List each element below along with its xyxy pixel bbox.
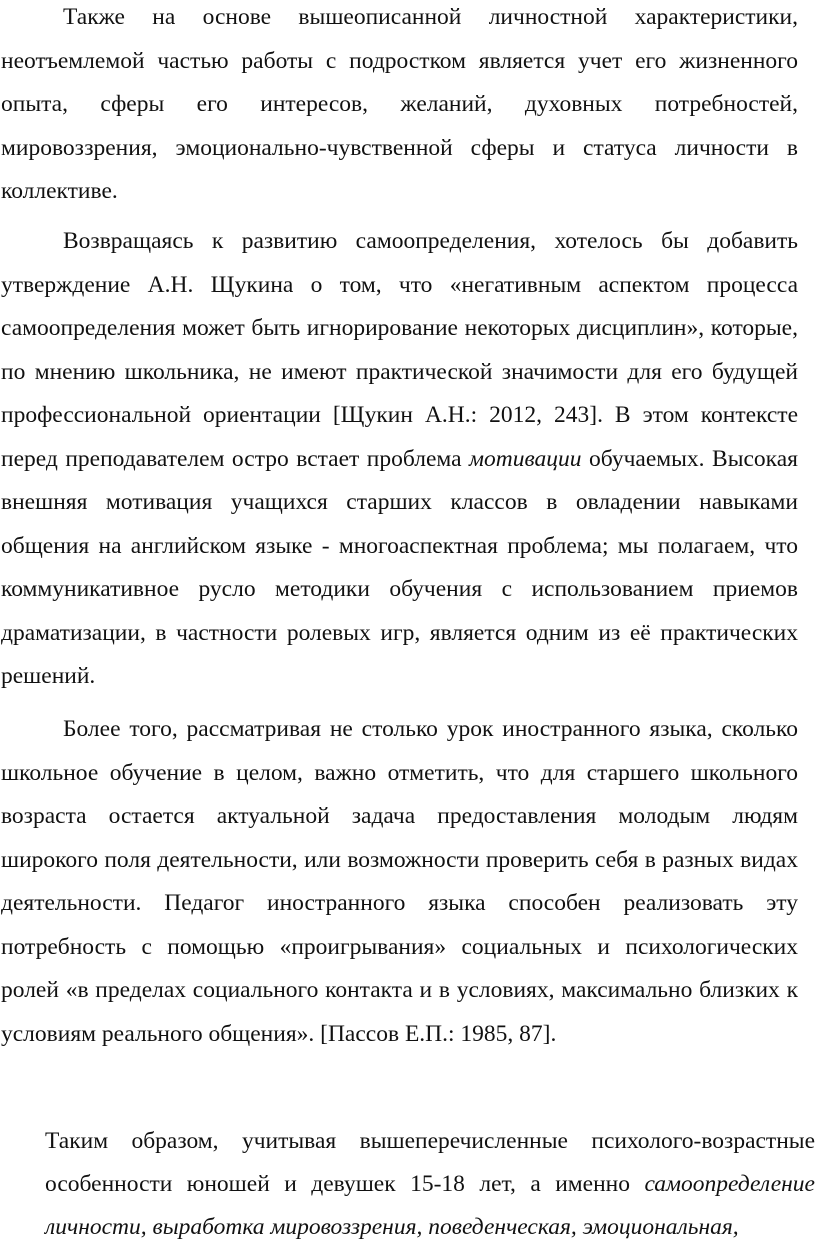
paragraph-2-italic-term: мотивации [469,445,582,472]
paragraph-2-text-before-italic: Возвращаясь к развитию самоопределения, хотелось бы добавить утверждение А.Н. Щукина о том, что «негативным аспектом процесса самоопределения может быть игнорирование некоторых дисциплин», которые, по мнению школьника, не имеют практической значимости для его будущей профессиональной ориентации [Щукин А.Н.: 2012, 243]. В этом контексте перед преподавателем остро встает проблема [1,228,798,472]
paragraph-2-text-after-italic: обучаемых. Высокая внешняя мотивация учащихся старших классов в овладении навыками общения на английском языке - многоаспектная проблема; мы полагаем, что коммуникативное русло методики обучения с использованием приемов драматизации, в частности ролевых игр, является одним из её практических решений. [1,445,798,689]
paragraph-4-italic-terms: самоопределение личности, выработка мировоззрения, поведенческая, эмоциональная, [45,1171,815,1240]
paragraph-1: Также на основе вышеописанной личностной характеристики, неотъемлемой частью работы с подростком является учет его жизненного опыта, сферы его интересов, желаний, духовных потребностей, мировоззрения, эмоционально-чувственной сферы и статуса личности в коллективе. [1,4,798,204]
paragraph-4 [45,1120,815,1249]
paragraph-4-text-before-italic: Таким образом, учитывая вышеперечисленные психолого-возрастные особенности юношей и девушек 15-18 лет, а именно [45,1128,815,1197]
paragraph-2 [1,220,798,699]
paragraph-3: Более того, рассматривая не столько урок иностранного языка, сколько школьное обучение в целом, важно отметить, что для старшего школьного возраста остается актуальной задача предоставления молодым людям широкого поля деятельности, или возможности проверить себя в разных видах деятельности. Педагог иностранного языка способен реализовать эту потребность с помощью «проигрывания» социальных и психологических ролей «в пределах социального контакта и в условиях, максимально близких к условиям реального общения». [Пассов Е.П.: 1985, 87]. [1,716,798,1047]
